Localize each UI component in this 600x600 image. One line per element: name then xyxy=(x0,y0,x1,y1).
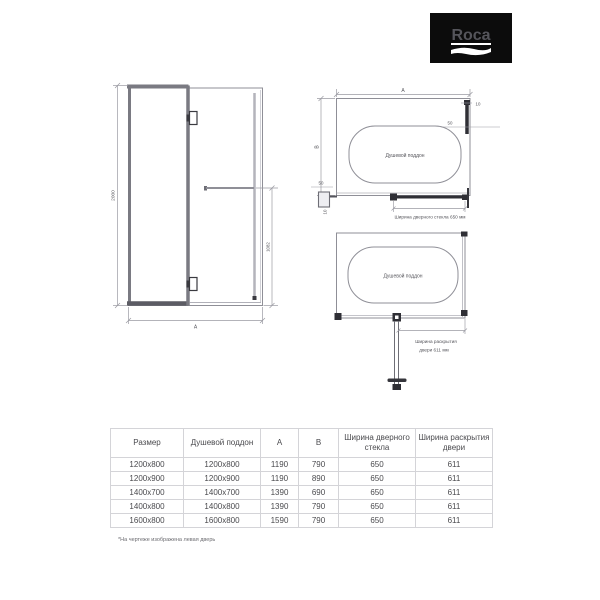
cell-size: 1400x700 xyxy=(111,486,184,500)
plan-bottom-glass-cap-top xyxy=(461,232,468,237)
cell-size: 1200x800 xyxy=(111,458,184,472)
cell-opening: 611 xyxy=(416,458,493,472)
plan-top-outline xyxy=(337,99,471,196)
table-row xyxy=(111,514,493,528)
col-header-a: A xyxy=(261,429,299,458)
table-row xyxy=(111,486,493,500)
plan-top-width-label: A xyxy=(401,88,405,94)
cell-tray: 1600x800 xyxy=(184,514,261,528)
col-header-glass-width: Ширина дверного стекла xyxy=(339,429,416,458)
plan-bottom-view xyxy=(335,232,468,391)
table-row xyxy=(111,458,493,472)
cell-b: 790 xyxy=(299,458,339,472)
table-header-row xyxy=(111,429,493,458)
cell-size: 1600x800 xyxy=(111,514,184,528)
plan-top-depth-label: B xyxy=(314,145,321,149)
front-door-handle xyxy=(253,93,257,300)
plan-bottom-hinge xyxy=(393,313,402,322)
plan-bottom-open-door xyxy=(388,321,407,390)
plan-top-tray-label: Душевой поддон xyxy=(385,153,425,159)
dimensions-table xyxy=(110,428,493,528)
cell-b: 890 xyxy=(299,472,339,486)
cell-size: 1200x900 xyxy=(111,472,184,486)
plan-bottom-door-handle xyxy=(388,379,407,383)
cell-glass: 650 xyxy=(339,472,416,486)
cell-b: 690 xyxy=(299,486,339,500)
cell-opening: 611 xyxy=(416,500,493,514)
front-towel-bar xyxy=(204,186,254,191)
plan-top-dim50-label: 50 xyxy=(447,120,453,126)
cell-glass: 650 xyxy=(339,500,416,514)
cell-a: 1190 xyxy=(261,472,299,486)
cell-b: 790 xyxy=(299,514,339,528)
table-row xyxy=(111,500,493,514)
plan-bottom-door-foot xyxy=(393,384,402,390)
plan-bottom-opening-label-2: двери 611 мм xyxy=(419,347,449,353)
plan-top-glass-dimension xyxy=(392,201,468,212)
cell-tray: 1400x700 xyxy=(184,486,261,500)
plan-top-wall-profile xyxy=(319,192,338,207)
plan-bottom-opening-dimension xyxy=(397,319,468,334)
plan-top-corner10-label: 10 xyxy=(322,209,328,215)
cell-opening: 611 xyxy=(416,472,493,486)
cell-a: 1390 xyxy=(261,486,299,500)
front-width-label: A xyxy=(193,324,198,331)
front-inner-label: 1082 xyxy=(265,242,271,252)
plan-top-side-glass xyxy=(464,100,470,134)
col-header-size: Размер xyxy=(111,429,184,458)
roca-logo-text: Roca xyxy=(451,27,491,44)
cell-opening: 611 xyxy=(416,486,493,500)
front-view xyxy=(111,83,279,331)
cell-size: 1400x800 xyxy=(111,500,184,514)
cell-opening: 611 xyxy=(416,514,493,528)
plan-bottom-tray-label: Душевой поддон xyxy=(383,273,423,280)
col-header-tray: Душевой поддон xyxy=(184,429,261,458)
plan-top-corner50-label: 50 xyxy=(318,180,324,186)
cell-b: 790 xyxy=(299,500,339,514)
plan-bottom-opening-label-1: Ширина раскрытия xyxy=(415,339,457,344)
cell-a: 1390 xyxy=(261,500,299,514)
col-header-b: B xyxy=(299,429,339,458)
col-header-opening-width: Ширина раскрытия двери xyxy=(416,429,493,458)
cell-glass: 650 xyxy=(339,458,416,472)
plan-top-door-glass xyxy=(390,188,468,208)
table-row xyxy=(111,472,493,486)
cell-tray: 1200x900 xyxy=(184,472,261,486)
plan-bottom-glass-cap-bottom xyxy=(461,310,468,316)
cell-a: 1190 xyxy=(261,458,299,472)
front-height-label: 2000 xyxy=(111,190,117,201)
plan-bottom-corner-block xyxy=(335,313,342,320)
front-width-dimension xyxy=(126,307,265,324)
cell-tray: 1400x800 xyxy=(184,500,261,514)
drawing-footnote: *На чертеже изображена левая дверь xyxy=(118,537,216,543)
plan-top-dim10-label: 10 xyxy=(475,101,481,107)
plan-top-glass-label: Ширина дверного стекла 650 мм xyxy=(394,214,466,220)
plan-top-view xyxy=(311,88,500,220)
cell-a: 1590 xyxy=(261,514,299,528)
cell-tray: 1200x800 xyxy=(184,458,261,472)
cell-glass: 650 xyxy=(339,486,416,500)
cell-glass: 650 xyxy=(339,514,416,528)
front-fixed-panel-frame xyxy=(127,85,189,306)
